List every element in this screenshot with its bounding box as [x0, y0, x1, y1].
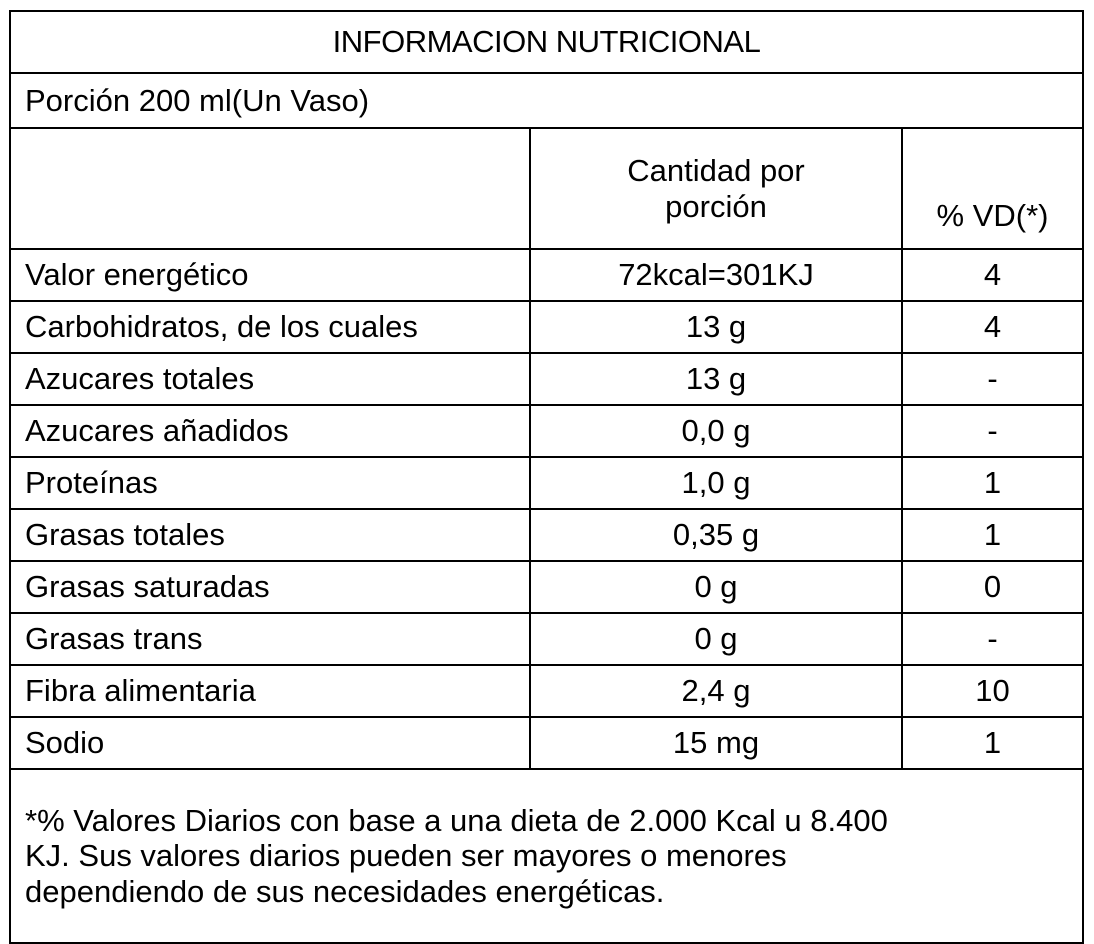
table-row	[10, 457, 1083, 509]
nutrient-name: Carbohidratos, de los cuales	[10, 301, 530, 353]
nutrient-amount: 2,4 g	[530, 665, 902, 717]
nutrient-name: Valor energético	[10, 249, 530, 301]
nutrient-name: Grasas saturadas	[10, 561, 530, 613]
amount-header-line-1: Cantidad por	[627, 152, 805, 188]
nutrient-amount: 1,0 g	[530, 457, 902, 509]
nutrient-daily-value: 4	[902, 301, 1083, 353]
nutrient-name: Azucares totales	[10, 353, 530, 405]
nutrient-name: Azucares añadidos	[10, 405, 530, 457]
footnote-line-3: dependiendo de sus necesidades energéticas.	[25, 873, 665, 909]
nutrient-amount: 0,35 g	[530, 509, 902, 561]
table-row	[10, 613, 1083, 665]
nutrient-amount: 13 g	[530, 353, 902, 405]
nutrient-amount: 72kcal=301KJ	[530, 249, 902, 301]
nutrient-column-header	[10, 128, 530, 249]
nutrient-name: Grasas totales	[10, 509, 530, 561]
table-row	[10, 665, 1083, 717]
serving-row	[10, 73, 1083, 128]
label-title: INFORMACION NUTRICIONAL	[10, 11, 1083, 73]
nutrient-daily-value: -	[902, 613, 1083, 665]
daily-value-column-header: % VD(*)	[902, 128, 1083, 249]
footnote-line-2: KJ. Sus valores diarios pueden ser mayores o menores	[25, 838, 787, 874]
footnote-row	[10, 769, 1083, 943]
daily-value-footnote	[10, 769, 1083, 943]
nutrient-amount: 15 mg	[530, 717, 902, 769]
nutrient-daily-value: -	[902, 353, 1083, 405]
nutrition-table	[9, 10, 1084, 944]
footnote-line-1: *% Valores Diarios con base a una dieta de 2.000 Kcal u 8.400	[25, 802, 888, 838]
column-header-row	[10, 128, 1083, 249]
nutrient-name: Sodio	[10, 717, 530, 769]
nutrient-name: Fibra alimentaria	[10, 665, 530, 717]
table-row	[10, 509, 1083, 561]
nutrition-facts-label	[9, 10, 1082, 911]
nutrient-daily-value: -	[902, 405, 1083, 457]
table-row	[10, 301, 1083, 353]
nutrient-amount: 0 g	[530, 561, 902, 613]
nutrient-daily-value: 4	[902, 249, 1083, 301]
table-row	[10, 405, 1083, 457]
nutrient-daily-value: 10	[902, 665, 1083, 717]
table-row	[10, 249, 1083, 301]
nutrient-name: Grasas trans	[10, 613, 530, 665]
nutrient-amount: 13 g	[530, 301, 902, 353]
nutrient-daily-value: 1	[902, 509, 1083, 561]
table-row	[10, 717, 1083, 769]
table-row	[10, 561, 1083, 613]
nutrient-amount: 0,0 g	[530, 405, 902, 457]
amount-header-line-2: porción	[665, 188, 767, 224]
nutrient-daily-value: 0	[902, 561, 1083, 613]
nutrient-amount: 0 g	[530, 613, 902, 665]
serving-size: Porción 200 ml(Un Vaso)	[10, 73, 1083, 128]
table-row	[10, 353, 1083, 405]
nutrient-daily-value: 1	[902, 717, 1083, 769]
title-row	[10, 11, 1083, 73]
nutrition-table-body	[10, 11, 1083, 943]
nutrient-name: Proteínas	[10, 457, 530, 509]
nutrient-daily-value: 1	[902, 457, 1083, 509]
amount-column-header	[530, 128, 902, 249]
